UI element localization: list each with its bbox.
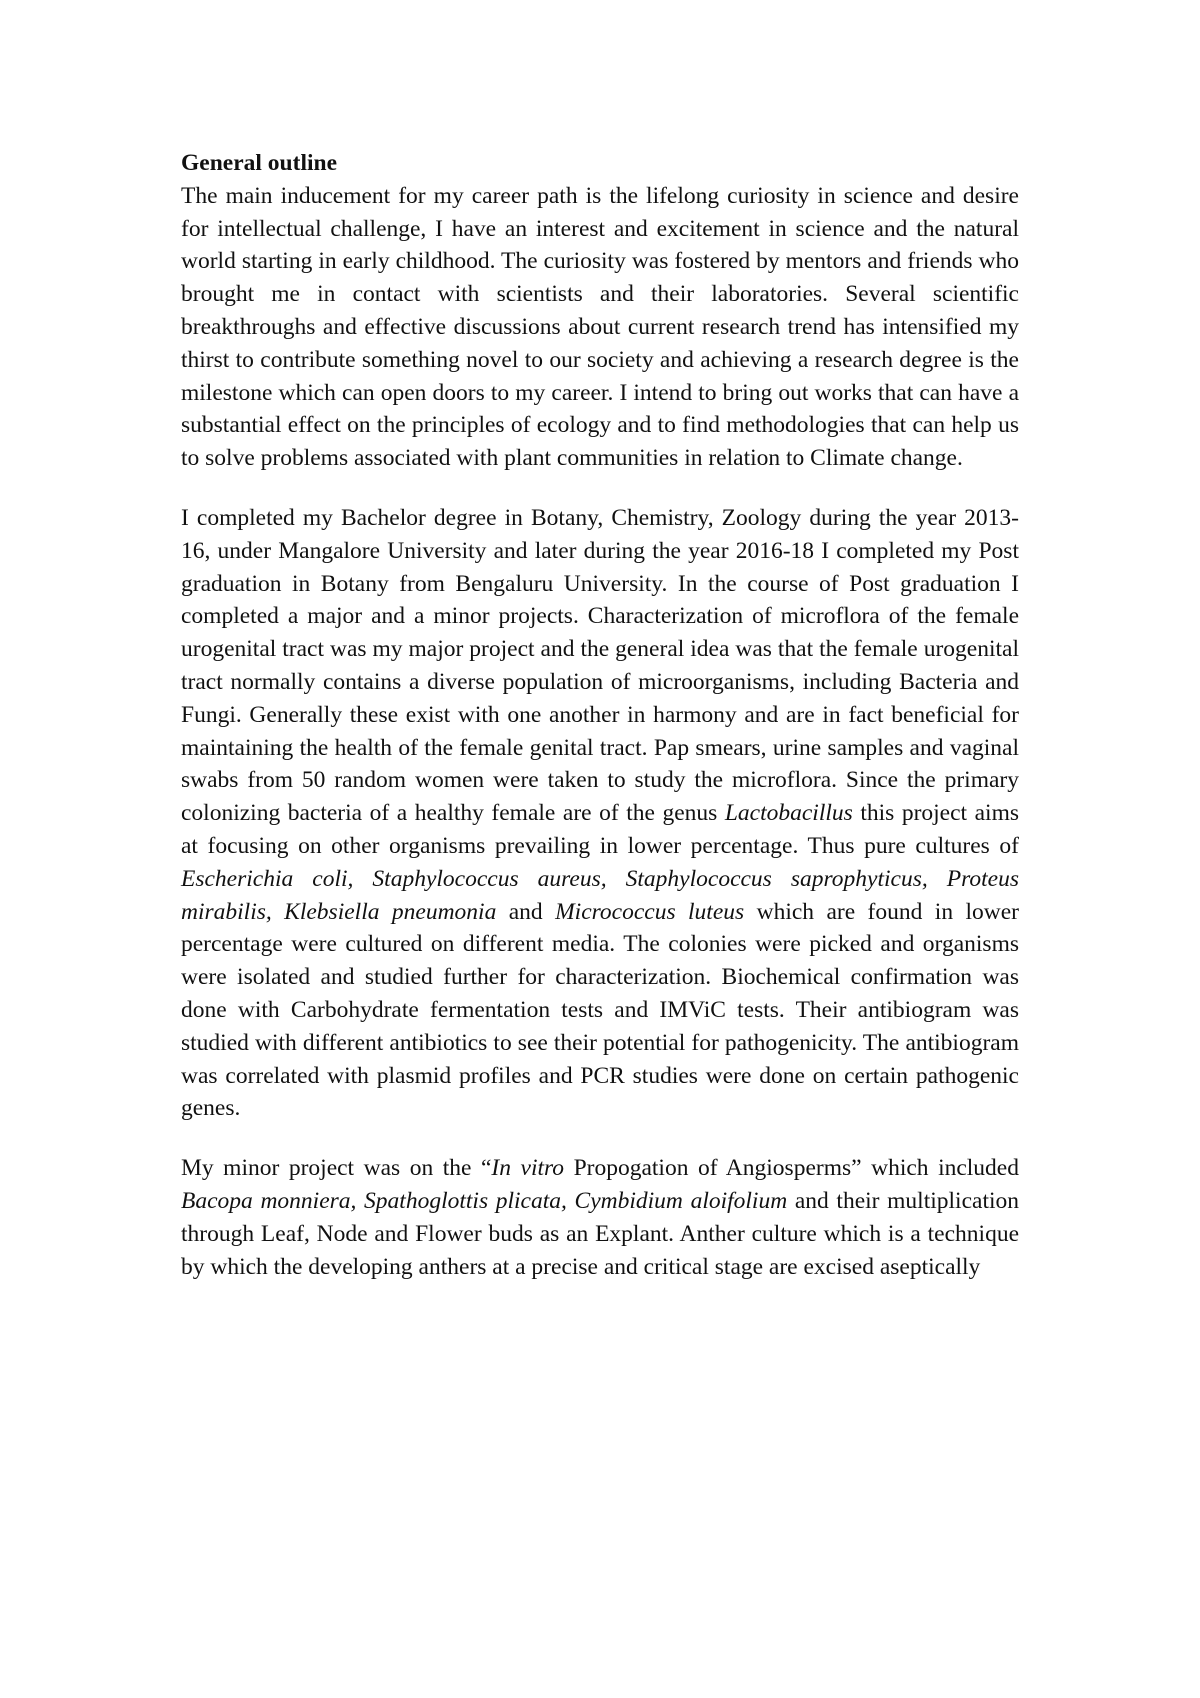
paragraph-minor-project: [181, 1152, 1019, 1283]
text-segment: this project aims at focusing on other organisms prevailing in lower percentage. Thus pure cultures of: [181, 800, 1019, 859]
text-segment: Propogation of Angiosperms” which included: [564, 1155, 1019, 1182]
paragraph-education: [181, 502, 1019, 1125]
document-body: [181, 147, 1019, 1283]
italic-term: Escherichia coli, Staphylococcus aureus, Staphylococcus saprophyticus, Proteus mirabilis, Klebsiella pneumonia: [181, 865, 1019, 925]
italic-term: In vitro: [491, 1155, 565, 1182]
text-segment: which are found in lower percentage were cultured on different media. The colonies were picked and organisms were isolated and studied further for characterization. Biochemical confirmation was done with Carbohydrate fermentation tests and IMViC tests. Their antibiogram was studied with different antibiotics to see their potential for pathogenicity. The antibiogram was correlated with plasmid profiles and PCR studies were done on certain pathogenic genes.: [181, 898, 1020, 1122]
italic-term: Bacopa monniera, Spathoglottis plicata, Cymbidium aloifolium: [181, 1187, 788, 1214]
text-segment: My minor project was on the “: [181, 1155, 492, 1182]
text-segment: I completed my Bachelor degree in Botany, Chemistry, Zoology during the year 2013-16, under Mangalore University and later during the year 2016-18 I completed my Post graduation in Botany from Bengaluru University. In the course of Post graduation I completed a major and a minor projects. Characterization of microflora of the female urogenital tract was my major project and the general idea was that the female urogenital tract normally contains a diverse population of microorganisms, including Bacteria and Fungi. Generally these exist with one another in harmony and are in fact beneficial for maintaining the health of the female genital tract. Pap smears, urine samples and vaginal swabs from 50 random women were taken to study the microflora. Since the primary colonizing bacteria of a healthy female are of the genus: [181, 504, 1019, 827]
italic-term: Micrococcus luteus: [555, 898, 745, 925]
text-segment: and: [496, 898, 556, 925]
italic-term: Lactobacillus: [724, 800, 853, 827]
section-heading: General outline: [181, 150, 337, 176]
text-segment: The main inducement for my career path is the lifelong curiosity in science and desire for intellectual challenge, I have an interest and excitement in science and the natural world starting in early childhood. The curiosity was fostered by mentors and friends who brought me in contact with scientists and their laboratories. Several scientific breakthroughs and effective discussions about current research trend has intensified my thirst to contribute something novel to our society and achieving a research degree is the milestone which can open doors to my career. I intend to bring out works that can have a substantial effect on the principles of ecology and to find methodologies that can help us to solve problems associated with plant communities in relation to Climate change.: [181, 182, 1019, 472]
paragraph-outline: [181, 180, 1019, 475]
text-segment: and their multiplication through Leaf, Node and Flower buds as an Explant. Anther culture which is a technique by which the developing anthers at a precise and critical stage are excised aseptically: [181, 1187, 1019, 1280]
